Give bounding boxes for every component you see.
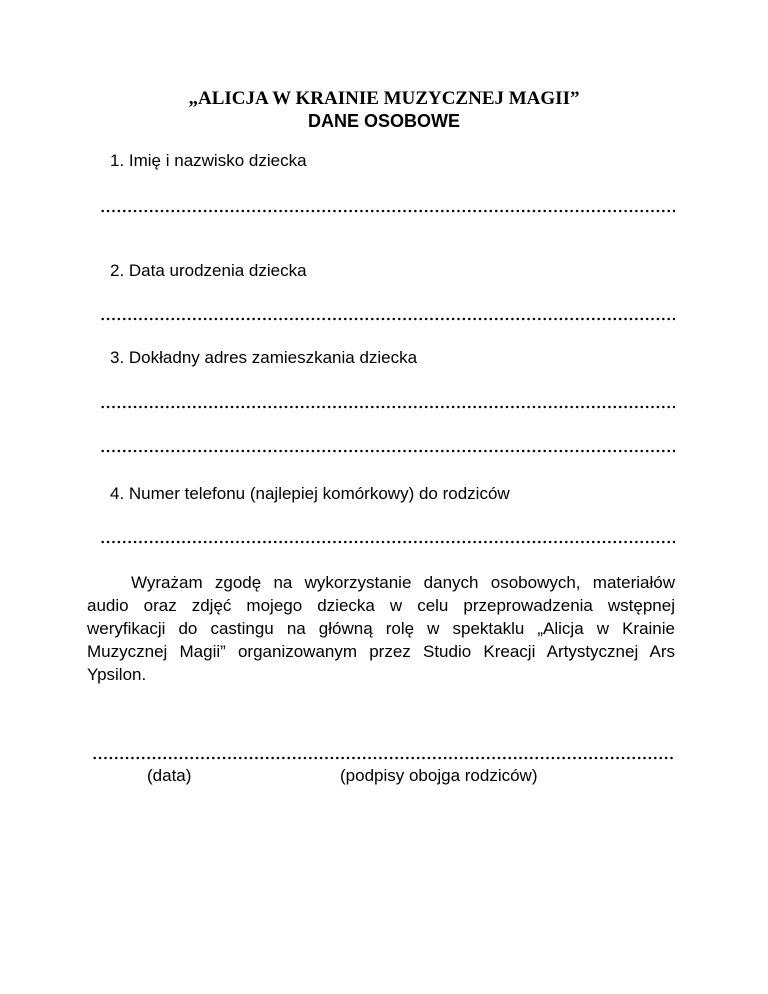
field-label-address: 3. Dokładny adres zamieszkania dziecka	[110, 348, 418, 367]
document-title: „ALICJA W KRAINIE MUZYCZNEJ MAGII”	[188, 88, 580, 109]
document-subtitle: DANE OSOBOWE	[307, 111, 460, 131]
consent-paragraph: Wyrażam zgodę na wykorzystanie danych osobowych, materiałów audio oraz zdjęć mojego dziecka w celu przeprowadzenia wstępnej weryfikacji do castingu na główną rolę w spektaklu „Alicja w Krainie Muzycznej Magii” organizowanym przez Studio Kreacji Artystycznej Ars Ypsilon.	[87, 573, 675, 684]
signatures-caption: (podpisy obojga rodziców)	[340, 766, 538, 785]
field-label-phone: 4. Numer telefonu (najlepiej komórkowy) do rodziców	[110, 484, 510, 503]
field-line-child-name[interactable]	[100, 208, 675, 214]
field-line-birth-date[interactable]	[100, 316, 675, 322]
field-line-phone[interactable]	[100, 539, 675, 545]
field-label-birth-date: 2. Data urodzenia dziecka	[110, 261, 307, 280]
field-line-address-1[interactable]	[100, 404, 675, 410]
date-caption: (data)	[147, 766, 192, 785]
field-line-address-2[interactable]	[100, 448, 675, 454]
field-label-child-name: 1. Imię i nazwisko dziecka	[110, 151, 307, 170]
signature-line[interactable]	[92, 755, 675, 761]
